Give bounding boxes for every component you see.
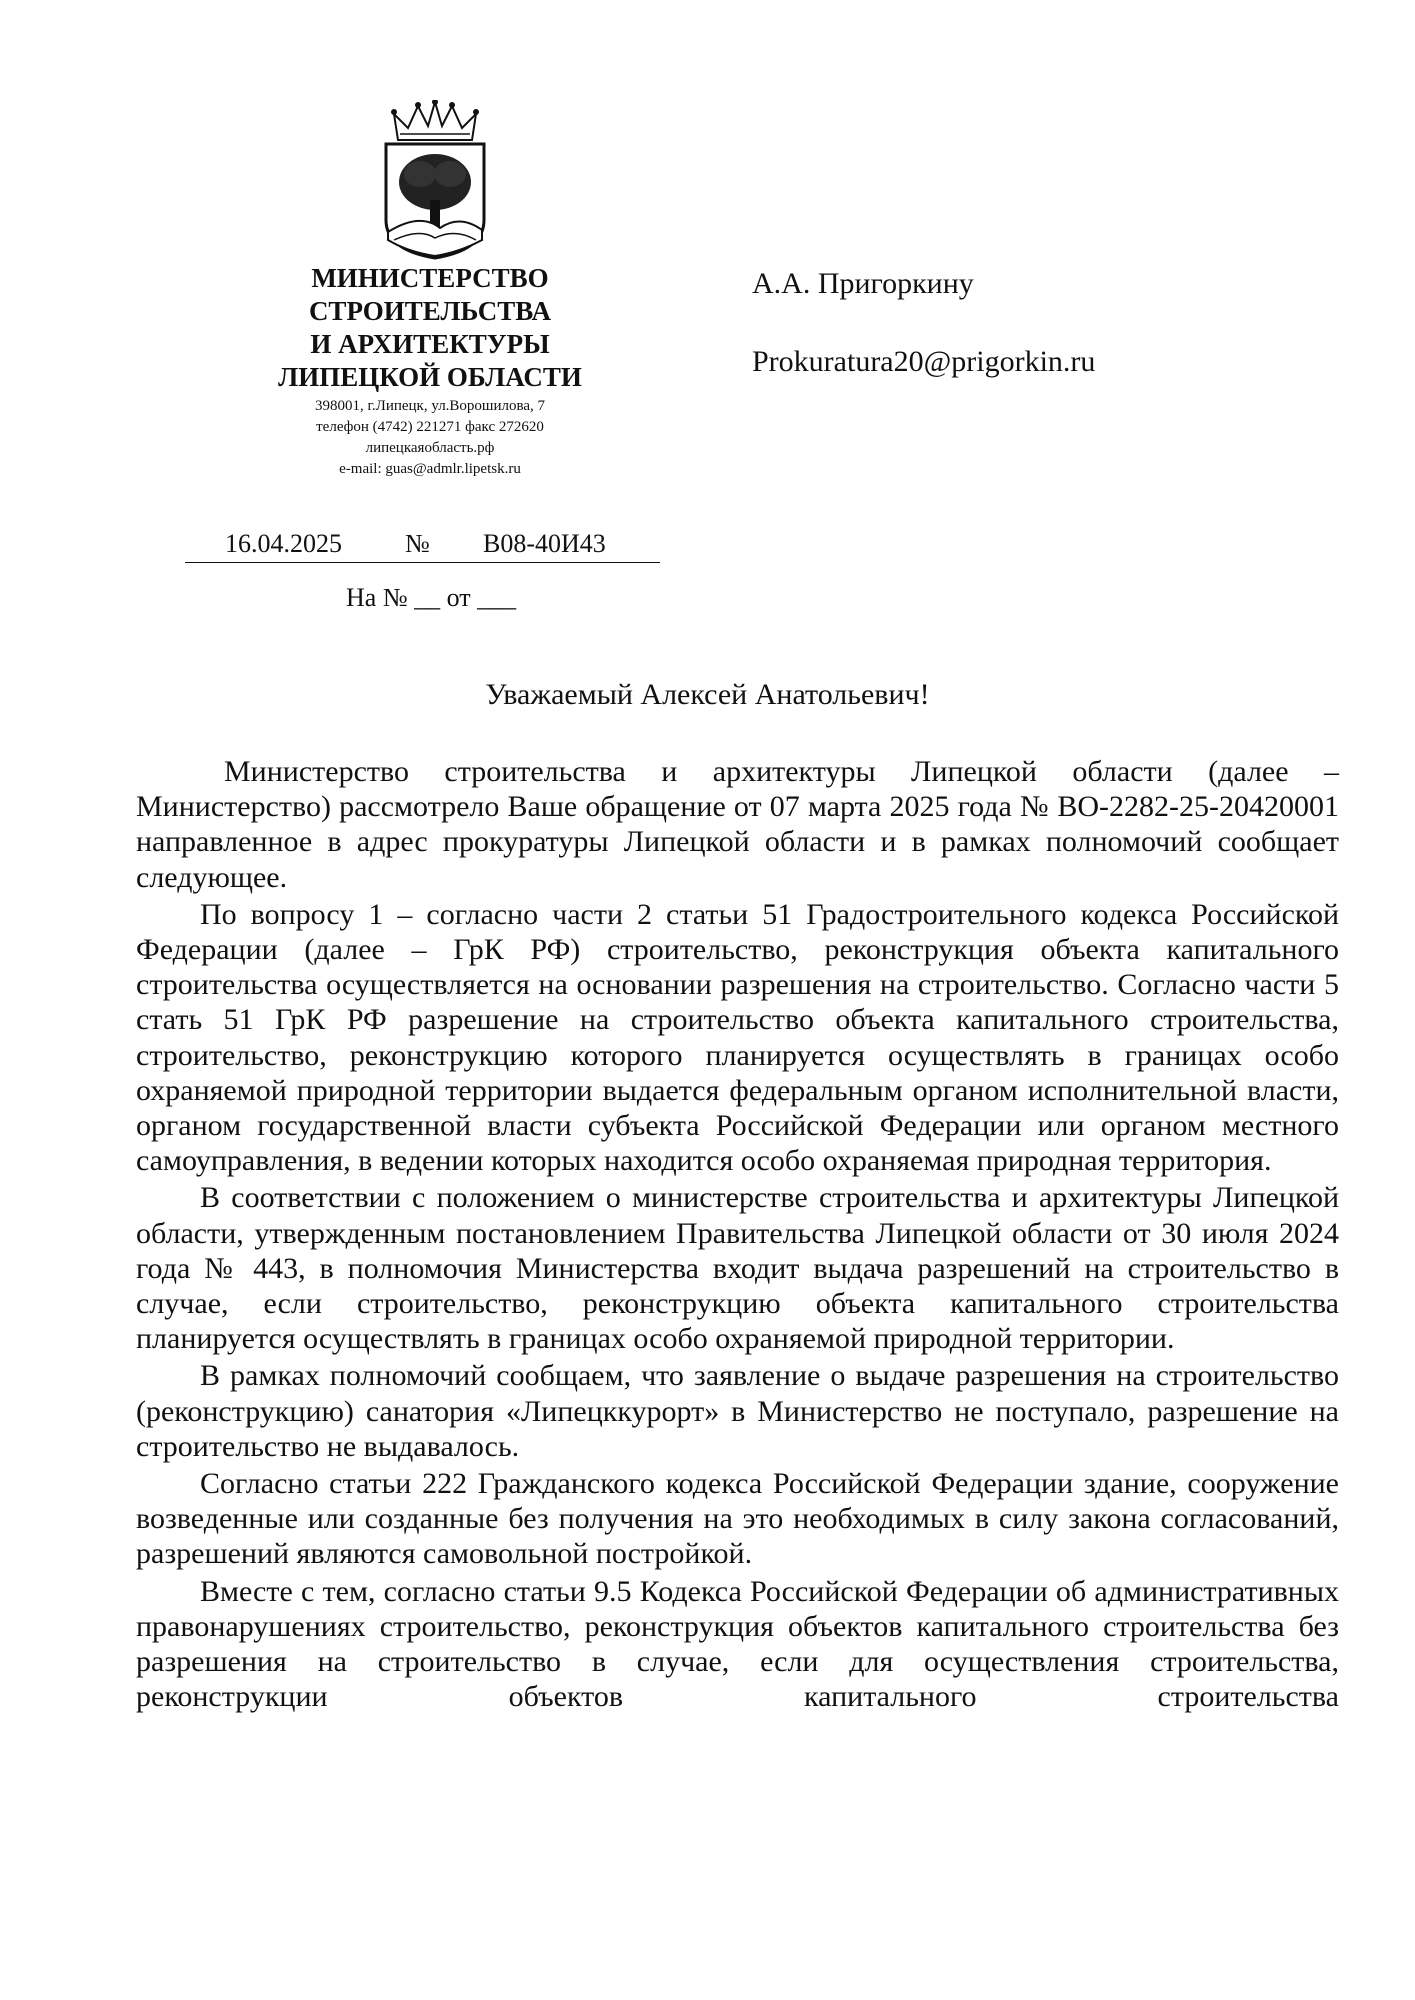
ministry-header <box>250 262 610 480</box>
addressee-block <box>752 266 1095 380</box>
ministry-name-line: ЛИПЕЦКОЙ ОБЛАСТИ <box>278 362 582 392</box>
body-paragraph: В соответствии с положением о министерстве строительства и архитектуры Липецкой области, утвержденным постановлением Правительства Липецкой области от 30 июля 2024 года № 443, в полномочия Министерства входит выдача разрешений на строительство в случае, если строительство, реконструкцию объекта капитального строительства планируется осуществлять в границах особо охраняемой природной территории. <box>136 1181 1339 1356</box>
reference-line: На № __ от ___ <box>346 583 517 612</box>
ministry-name-line: СТРОИТЕЛЬСТВА <box>308 296 552 326</box>
ministry-website: липецкаяобласть.рф <box>365 440 495 456</box>
ministry-name <box>250 262 610 394</box>
letter-body <box>136 754 1339 1716</box>
ministry-contacts <box>250 396 610 480</box>
registration-line <box>185 529 660 565</box>
lipetsk-coat-of-arms-icon <box>380 100 490 260</box>
ministry-phone: телефон (4742) 221271 факс 272620 <box>316 419 544 435</box>
body-paragraph: Согласно статьи 222 Гражданского кодекса Российской Федерации здание, сооружение возведенные или созданные без получения на это необходимых в силу закона согласований, разрешений являются самовольной постройкой. <box>136 1467 1339 1571</box>
addressee-name: А.А. Пригоркину <box>752 267 974 300</box>
ministry-name-line: МИНИСТЕРСТВО <box>311 263 549 293</box>
ministry-name-line: И АРХИТЕКТУРЫ <box>310 329 550 359</box>
body-paragraph: В рамках полномочий сообщаем, что заявление о выдаче разрешения на строительство (реконструкцию) санатория «Липецккурорт» в Министерство не поступало, разрешение на строительство не выдавалось. <box>136 1359 1339 1463</box>
letter-date: 16.04.2025 <box>225 529 342 558</box>
body-paragraph: Вместе с тем, согласно статьи 9.5 Кодекса Российской Федерации об административных правонарушениях строительство, реконструкция объектов капитального строительства без разрешения на строительство в случае, если для осуществления строительства, реконструкции объектов капитального строительства <box>136 1574 1339 1714</box>
body-paragraph: По вопросу 1 – согласно части 2 статьи 51 Градостроительного кодекса Российской Федерации (далее – ГрК РФ) строительство, реконструкция объекта капитального строительства осуществляется на основании разрешения на строительство. Согласно части 5 стать 51 ГрК РФ разрешение на строительство объекта капитального строительства, строительство, реконструкцию которого планируется осуществлять в границах особо охраняемой природной территории выдается федеральным органом исполнительной власти, органом государственной власти субъекта Российской Федерации или органом местного самоуправления, в ведении которых находится особо охраняемая природная территория. <box>136 897 1339 1178</box>
number-sign: № <box>405 529 430 558</box>
letter-number: В08-40И43 <box>483 529 606 558</box>
addressee-email: Prokuratura20@prigorkin.ru <box>752 345 1096 378</box>
body-paragraph: Министерство строительства и архитектуры Липецкой области (далее – Министерство) рассмотрело Ваше обращение от 07 марта 2025 года № ВО-2282-25-20420001 направленное в адрес прокуратуры Липецкой области и в рамках полномочий сообщает следующее. <box>136 755 1339 894</box>
ministry-address: 398001, г.Липецк, ул.Ворошилова, 7 <box>314 398 546 414</box>
registration-underline <box>185 562 660 563</box>
ministry-email: e-mail: guas@admlr.lipetsk.ru <box>339 461 521 477</box>
salutation: Уважаемый Алексей Анатольевич! <box>485 678 930 711</box>
